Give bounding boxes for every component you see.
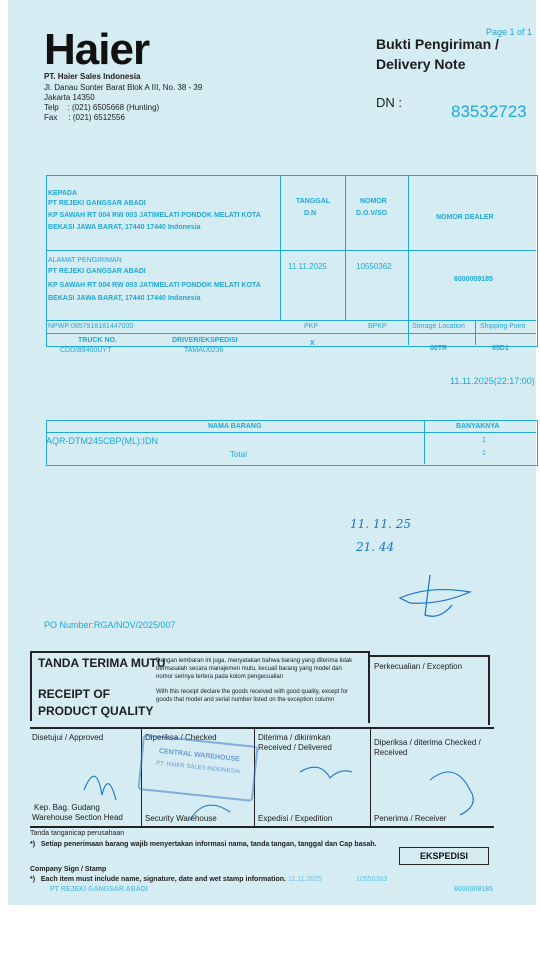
stamp-text: CENTRAL WAREHOUSE — [158, 747, 241, 764]
sig-top-line — [30, 727, 494, 729]
item-qty: 1 — [482, 437, 486, 444]
ekspedisi-label: EKSPEDISI — [419, 851, 468, 861]
tanggal-label: TANGGAL — [296, 198, 331, 205]
warehouse-section-head: Warehouse Section Head — [32, 813, 123, 822]
receipt-quality-label: RECEIPT OF PRODUCT QUALITY — [38, 687, 154, 718]
doc-title-2: Delivery Note — [376, 56, 466, 72]
exception-right — [488, 655, 490, 725]
tanggal-value: 11.11.2025 — [288, 262, 327, 271]
sig-bottom-line — [30, 826, 494, 828]
pkp-value: X — [310, 340, 315, 347]
penerima-label: Penerima / Receiver — [374, 814, 447, 823]
company-address-1: Jl. Danau Sunter Barat Blok A III, No. 38 - 39 — [44, 83, 203, 92]
alamat-name: PT REJEKI GANGSAR ABADI — [48, 268, 146, 275]
bracket-top — [30, 651, 370, 653]
handwritten-date: 11. 11. 25 — [350, 517, 412, 531]
checked-label: Diperiksa / Checked — [145, 733, 217, 742]
alamat-address-2: BEKASI JAWA BARAT, 17440 17440 Indonesia — [48, 295, 201, 302]
ekspedisi-box — [399, 847, 489, 865]
shipping-point-value: 65D1 — [492, 345, 509, 352]
kepada-address-2: BEKASI JAWA BARAT, 17440 17440 Indonesia — [48, 224, 201, 231]
dn-number: 83532723 — [451, 102, 527, 121]
approved-label: Disetujui / Approved — [32, 733, 104, 742]
driver-value: TAMAU0236 — [184, 347, 224, 354]
bleed-dealer: 6000009185 — [454, 886, 493, 893]
company-telp: Telp : (021) 6505668 (Hunting) — [44, 103, 160, 112]
storage-location-label: Storage Location — [412, 323, 465, 330]
tanggal-sub-label: D.N — [304, 210, 317, 217]
alamat-address-1: KP SAWAH RT 004 RW 003 JATIMELATI PONDOK MELATI KOTA — [48, 282, 261, 289]
tanda-terima-label: TANDA TERIMA MUTU — [38, 656, 166, 670]
nomor-sub-label: D.O.V/SO — [356, 210, 388, 217]
company-sign-stamp: Company Sign / Stamp — [30, 866, 107, 873]
bracket-right — [368, 651, 370, 723]
dealer-value: 6000009185 — [454, 276, 493, 283]
nomor-value: 10550362 — [356, 262, 392, 271]
nomor-label: NOMOR — [360, 198, 387, 205]
tanda-tangan-cap: Tanda tanganicap perusahaan — [30, 830, 125, 837]
kepada-name: PT REJEKI GANGSAR ABADI — [48, 200, 146, 207]
truck-value: CDD/B9460UYT — [60, 347, 112, 354]
bracket-left — [30, 651, 32, 721]
footer-note-2: *) Each item must include name, signature, date and wet stamp information. — [30, 876, 286, 883]
alamat-label: ALAMAT PENGIRIMAN — [48, 257, 122, 264]
total-value: 1 — [482, 450, 486, 457]
tanda-terima-text: Dengan lembaran ini juga, menyatakan bahwa barang yang diterima tidak bermasalah secara manajemen mutu, kecuali barang yang model dan nomor serinya tertera pada kolom pengecualian — [156, 658, 353, 680]
kep-bag-gudang: Kep. Bag. Gudang — [34, 803, 100, 812]
stamp-sub: PT. HAIER SALES INDONESIA — [155, 760, 241, 776]
received-label: Diterima / dikirimkan Received / Delivered — [258, 733, 332, 752]
company-address-2: Jakarta 14350 — [44, 93, 95, 102]
bleed-name: PT REJEKI GANGSAR ABADI — [50, 886, 148, 893]
bleed-date: 11.11.2025 — [288, 876, 322, 883]
exception-top — [370, 655, 490, 657]
storage-location-value: 00TR — [430, 345, 448, 352]
security-warehouse: Security Warehouse — [145, 814, 217, 823]
banyaknya-header: BANYAKNYA — [456, 423, 500, 430]
po-number: PO Number:RGA/NOV/2025/007 — [44, 620, 176, 630]
sig-divider — [370, 727, 371, 827]
checked-received-label: Diperiksa / diterima Checked / Received — [374, 738, 481, 757]
expedisi-label: Expedisi / Expedition — [258, 814, 333, 823]
exception-label: Perkecualian / Exception — [374, 662, 463, 671]
driver-label: DRIVER/EKSPEDISI — [172, 337, 238, 344]
total-label: Total — [230, 450, 247, 459]
doc-title-1: Bukti Pengiriman / — [376, 36, 499, 52]
bpkp-label: BPKP — [368, 323, 387, 330]
warehouse-stamp — [137, 734, 258, 802]
dealer-label: NOMOR DEALER — [436, 214, 494, 221]
bleed-nomor: 10550363 — [356, 876, 388, 883]
receipt-quality-text: With this receipt declare the goods received with good quality, except for goods that model and serial number listed on the exception column — [156, 689, 348, 703]
kepada-label: KEPADA — [48, 190, 78, 197]
kepada-address-1: KP SAWAH RT 004 RW 003 JATIMELATI PONDOK MELATI KOTA — [48, 212, 261, 219]
handwritten-time: 21. 44 — [356, 540, 395, 554]
print-timestamp: 11.11.2025(22:17:00) — [450, 376, 535, 386]
truck-label: TRUCK NO. — [78, 337, 117, 344]
item-name: AQR-DTM245CBP(ML):IDN — [46, 436, 159, 446]
footer-note-1: *) Setiap penerimaan barang wajib menyertakan informasi nama, tanda tangan, tanggal dan Cap basah. — [30, 841, 377, 848]
pkp-label: PKP — [304, 323, 319, 330]
company-fax: Fax : (021) 6512556 — [44, 113, 125, 122]
nama-barang-header: NAMA BARANG — [208, 423, 262, 430]
dn-label: DN : — [376, 95, 402, 110]
npwp: NPWP:0857918181447000 — [48, 323, 134, 330]
haier-logo: Haier — [44, 25, 150, 74]
page-label: Page 1 of 1 — [486, 27, 533, 37]
shipping-point-label: Shipping Point — [480, 323, 526, 330]
company-name: PT. Haier Sales Indonesia — [44, 72, 141, 81]
